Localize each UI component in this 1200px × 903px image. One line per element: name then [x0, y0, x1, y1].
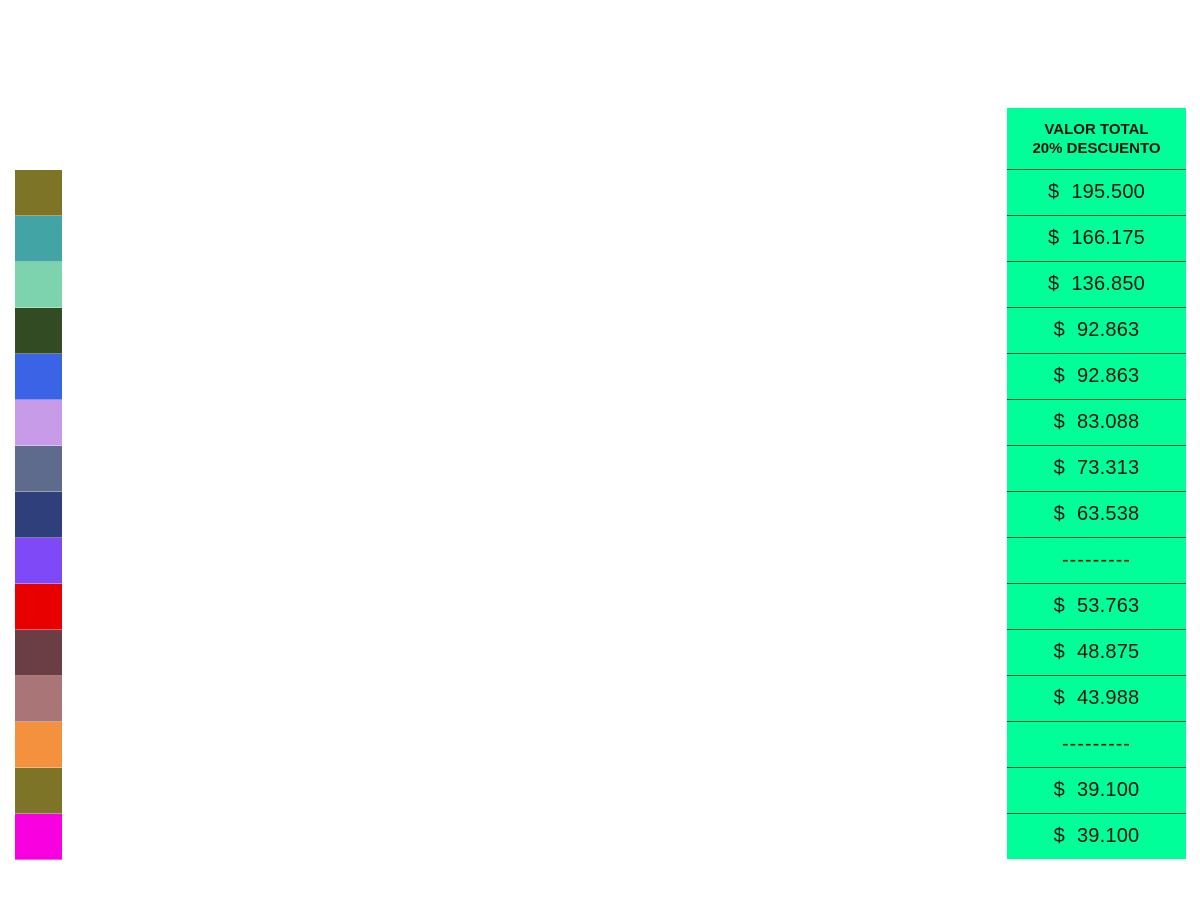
table-row: [1007, 538, 1186, 584]
table-row: [1007, 262, 1186, 308]
table-row: [1007, 170, 1186, 216]
price-table-header: [1007, 108, 1186, 170]
currency-symbol: $: [1053, 319, 1065, 341]
currency-symbol: $: [1053, 779, 1065, 801]
header-line-2: 20% DESCUENTO: [1032, 139, 1161, 157]
color-swatch: [15, 584, 62, 630]
color-swatch-column: [15, 170, 62, 860]
placeholder-dashes: ---------: [1062, 733, 1131, 755]
currency-symbol: $: [1047, 227, 1060, 249]
price-rows: [1007, 170, 1186, 859]
currency-symbol: $: [1053, 825, 1065, 847]
price-value: 166.175: [1071, 227, 1146, 249]
currency-symbol: $: [1053, 457, 1065, 479]
table-row: [1007, 676, 1186, 722]
color-swatch: [15, 630, 62, 676]
color-swatch: [15, 492, 62, 538]
price-value: 43.988: [1076, 687, 1140, 709]
table-row: [1007, 308, 1186, 354]
price-value: 83.088: [1076, 411, 1140, 433]
color-swatch: [15, 170, 62, 216]
color-swatch: [15, 446, 62, 492]
table-row: [1007, 768, 1186, 814]
price-value: 195.500: [1071, 181, 1146, 203]
price-value: 73.313: [1076, 457, 1140, 479]
color-swatch: [15, 308, 62, 354]
color-swatch: [15, 354, 62, 400]
price-value: 39.100: [1076, 779, 1140, 801]
color-swatch: [15, 676, 62, 722]
price-value: 136.850: [1071, 273, 1146, 295]
table-row: [1007, 584, 1186, 630]
color-swatch: [15, 538, 62, 584]
currency-symbol: $: [1053, 687, 1065, 709]
table-row: [1007, 216, 1186, 262]
currency-symbol: $: [1047, 181, 1060, 203]
price-value: 92.863: [1076, 365, 1140, 387]
currency-symbol: $: [1053, 411, 1065, 433]
color-swatch: [15, 400, 62, 446]
price-value: 39.100: [1076, 825, 1140, 847]
table-row: [1007, 400, 1186, 446]
color-swatch: [15, 768, 62, 814]
table-row: [1007, 492, 1186, 538]
currency-symbol: $: [1053, 503, 1065, 525]
color-swatch: [15, 262, 62, 308]
color-swatch: [15, 216, 62, 262]
table-row: [1007, 446, 1186, 492]
table-row: [1007, 630, 1186, 676]
table-row: [1007, 354, 1186, 400]
color-swatch: [15, 814, 62, 860]
currency-symbol: $: [1053, 641, 1065, 663]
price-value: 63.538: [1076, 503, 1140, 525]
price-table: [1007, 108, 1186, 859]
table-row: [1007, 814, 1186, 859]
currency-symbol: $: [1053, 365, 1065, 387]
price-value: 53.763: [1076, 595, 1140, 617]
placeholder-dashes: ---------: [1062, 549, 1131, 571]
currency-symbol: $: [1053, 595, 1065, 617]
color-swatch: [15, 722, 62, 768]
header-line-1: VALOR TOTAL: [1044, 120, 1149, 138]
table-row: [1007, 722, 1186, 768]
currency-symbol: $: [1047, 273, 1060, 295]
price-value: 92.863: [1076, 319, 1140, 341]
price-value: 48.875: [1076, 641, 1140, 663]
